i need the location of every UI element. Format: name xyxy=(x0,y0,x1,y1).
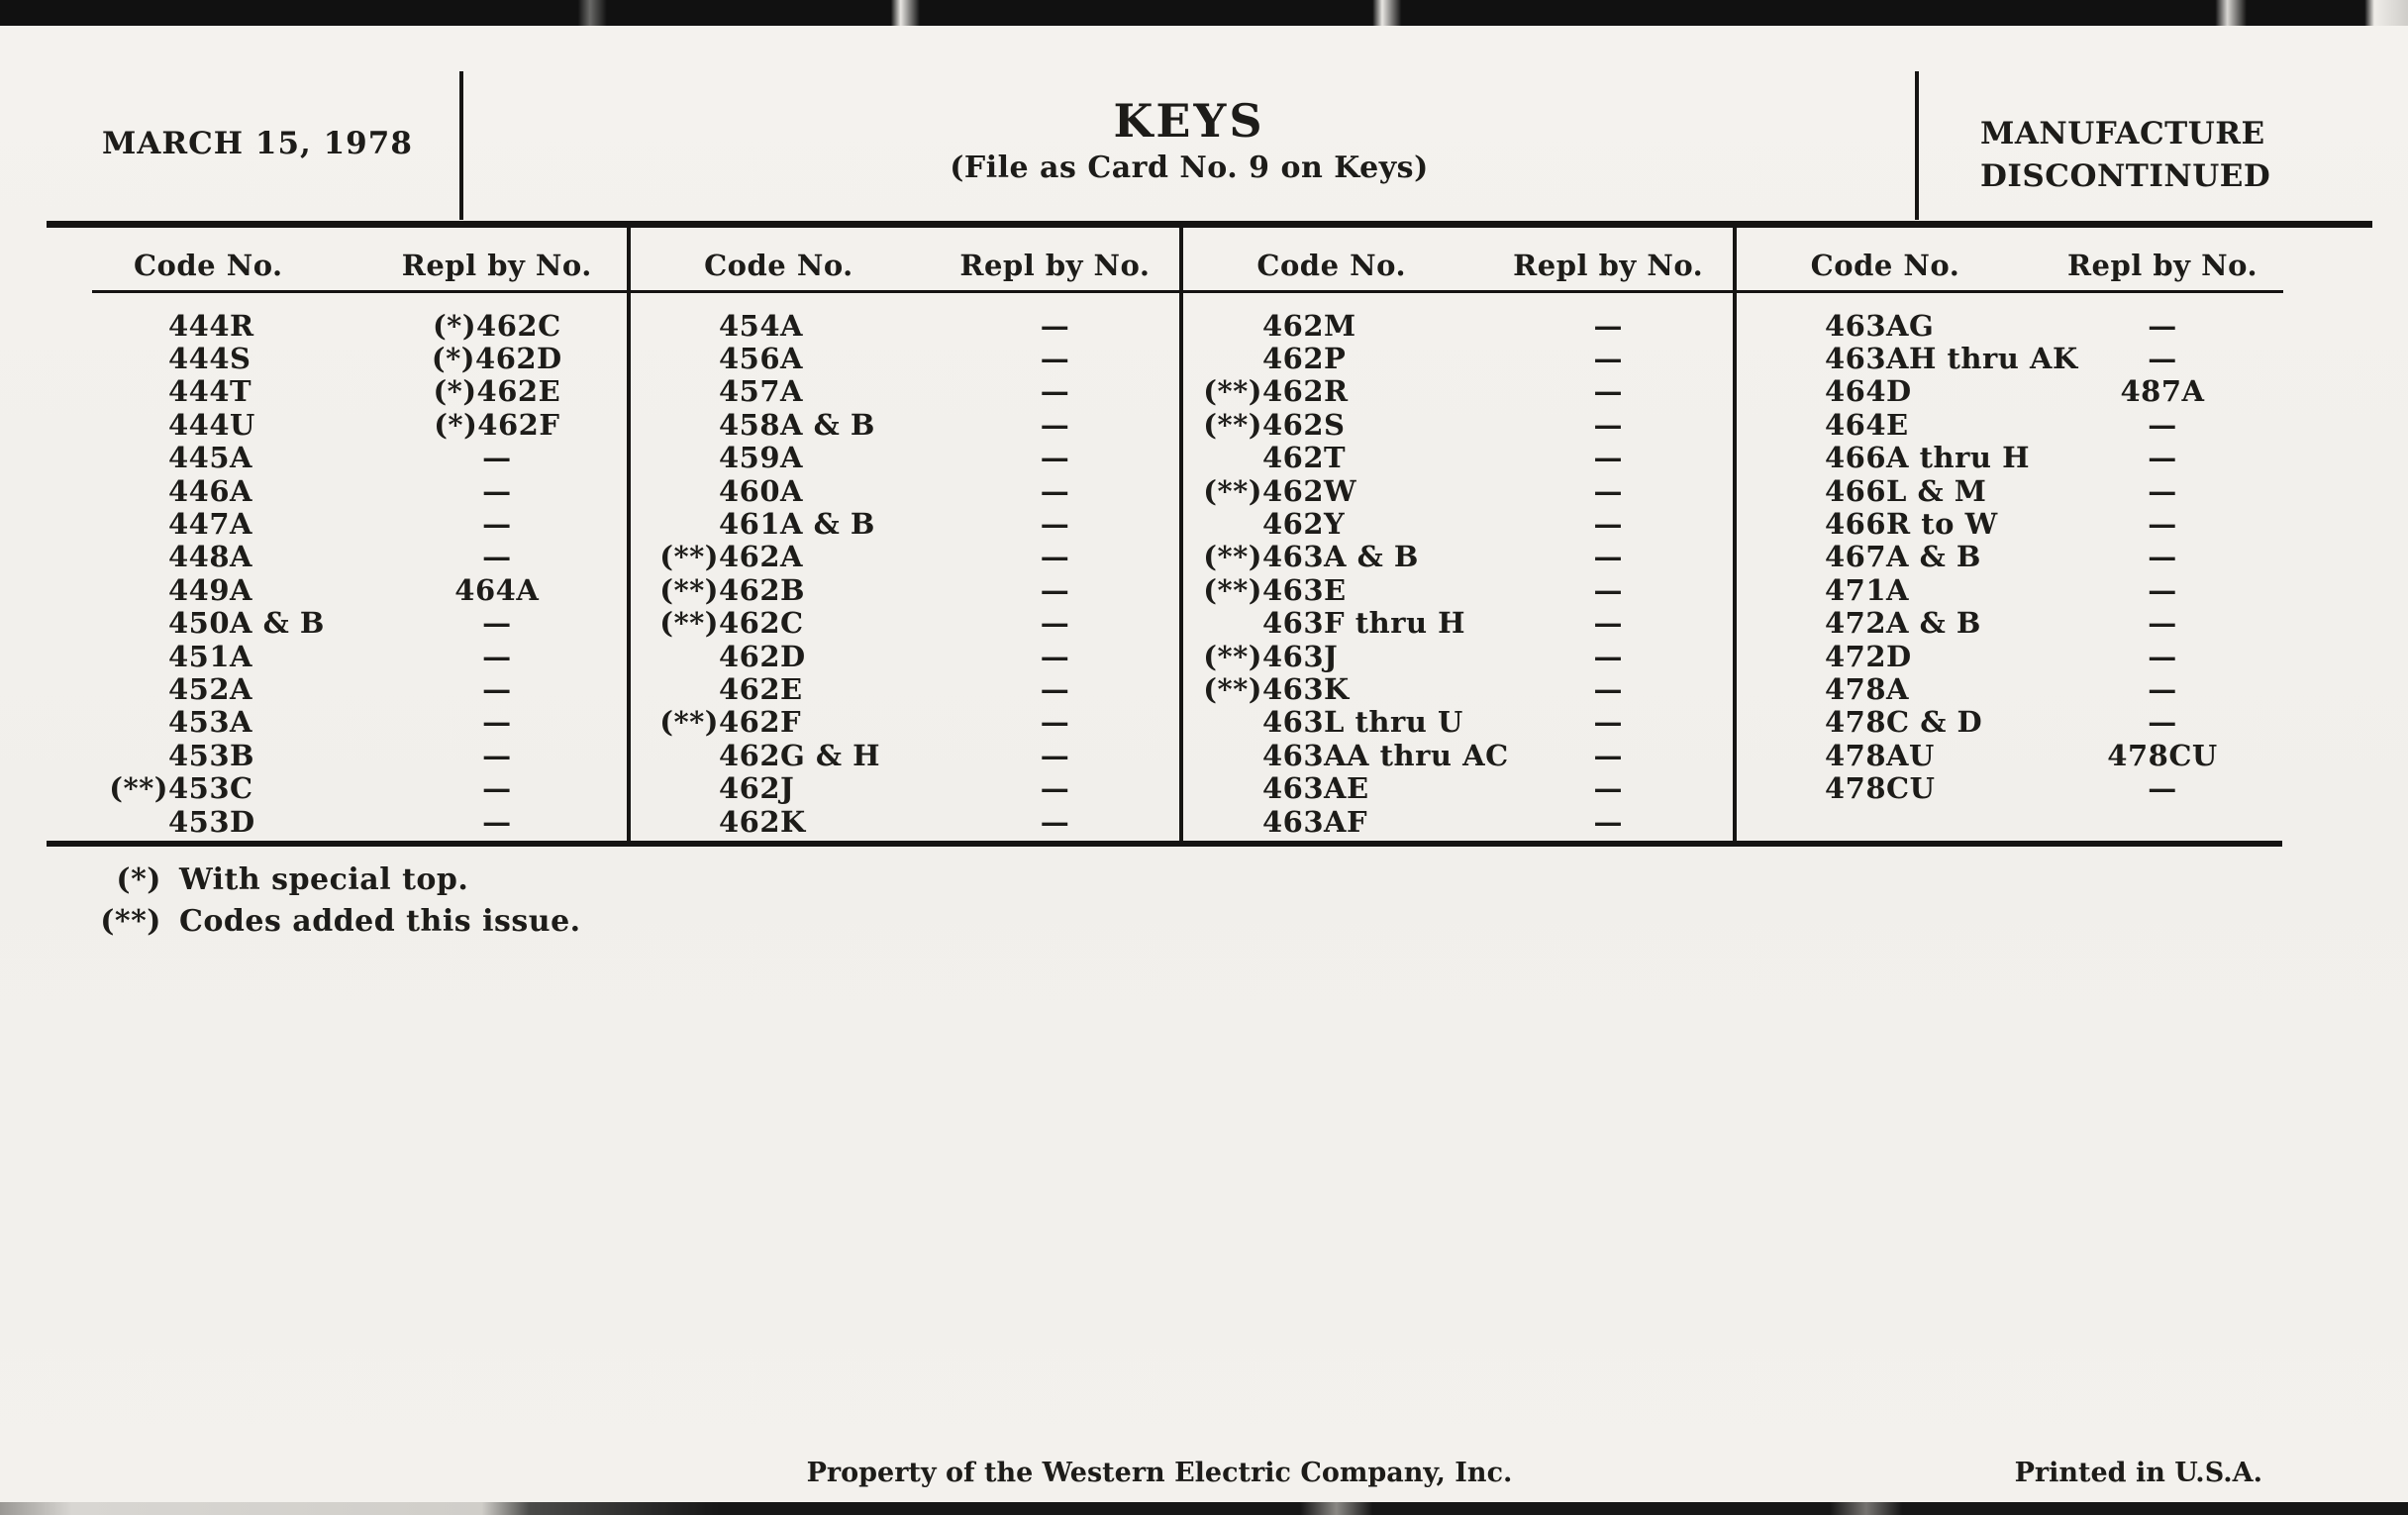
table-row xyxy=(1733,309,2287,342)
code-cell: (**) 462R xyxy=(1203,374,1349,409)
code-prefix: (**) xyxy=(1203,639,1262,673)
card-title: KEYS xyxy=(1113,94,1265,148)
repl-cell: — xyxy=(482,441,512,475)
repl-cell: (*)462C xyxy=(432,308,561,343)
manufacture-status xyxy=(1980,113,2270,198)
table-row xyxy=(627,474,1179,507)
table-row xyxy=(627,309,1179,342)
table-row xyxy=(1179,706,1733,739)
column-header-code: Code No. xyxy=(1810,249,1960,282)
repl-cell: — xyxy=(1593,308,1623,343)
table-row xyxy=(50,771,627,804)
repl-cell: — xyxy=(2148,540,2177,574)
code-cell: 458A & B xyxy=(719,407,875,442)
footnotes xyxy=(87,859,581,943)
code-cell: 453A xyxy=(168,705,253,740)
table-rows xyxy=(50,309,627,838)
table-row xyxy=(627,573,1179,606)
repl-cell: — xyxy=(2148,771,2177,806)
table-row xyxy=(1733,375,2287,408)
code-cell: 463AE xyxy=(1262,771,1369,806)
code-cell: 462D xyxy=(719,639,806,673)
table-rows xyxy=(1179,309,1733,838)
repl-cell: (*)462F xyxy=(434,407,560,442)
table-row xyxy=(1733,607,2287,640)
code-cell: 450A & B xyxy=(168,606,325,641)
code-cell: 478CU xyxy=(1825,771,1936,806)
repl-cell: — xyxy=(482,540,512,574)
repl-cell: 487A xyxy=(2120,374,2205,409)
code-cell: (**) 463E xyxy=(1203,572,1347,607)
card-date: MARCH 15, 1978 xyxy=(102,126,413,161)
table-row xyxy=(627,640,1179,672)
code-cell: (**) 462W xyxy=(1203,473,1357,508)
table-section-4 xyxy=(1733,236,2287,838)
keys-table xyxy=(50,236,2287,838)
repl-cell: — xyxy=(2148,507,2177,542)
repl-cell: — xyxy=(2148,342,2177,376)
repl-cell: — xyxy=(2148,407,2177,442)
code-cell: 464D xyxy=(1825,374,1912,409)
table-row xyxy=(627,507,1179,540)
header-divider-left xyxy=(459,71,463,220)
repl-cell: — xyxy=(1593,507,1623,542)
table-row xyxy=(50,408,627,441)
code-cell: (**) 462B xyxy=(659,572,806,607)
code-prefix: (**) xyxy=(1203,407,1262,442)
code-cell: 466R to W xyxy=(1825,507,1998,542)
column-header-repl: Repl by No. xyxy=(959,249,1151,282)
table-row xyxy=(627,771,1179,804)
code-cell: 472D xyxy=(1825,639,1912,673)
table-section-header xyxy=(1179,236,1733,295)
code-cell: 462J xyxy=(719,771,795,806)
column-header-repl: Repl by No. xyxy=(1513,249,1704,282)
table-row xyxy=(1179,672,1733,705)
repl-cell: — xyxy=(2148,308,2177,343)
code-cell: 478AU xyxy=(1825,738,1935,772)
code-cell: 478A xyxy=(1825,672,1910,706)
code-prefix: (**) xyxy=(1203,473,1262,508)
footnote-special-top xyxy=(87,859,581,901)
repl-cell: — xyxy=(2148,639,2177,673)
code-cell: 456A xyxy=(719,342,804,376)
repl-cell: — xyxy=(1040,407,1070,442)
table-row xyxy=(50,607,627,640)
table-row xyxy=(627,607,1179,640)
table-row xyxy=(50,573,627,606)
table-row xyxy=(1733,541,2287,573)
manufacture-status-line1: MANUFACTURE xyxy=(1980,116,2265,152)
repl-cell: — xyxy=(1040,540,1070,574)
footnote-marker: (*) xyxy=(116,862,161,897)
card-subtitle: (File as Card No. 9 on Keys) xyxy=(950,151,1429,185)
repl-cell: — xyxy=(482,804,512,839)
table-row xyxy=(50,474,627,507)
table-row xyxy=(627,342,1179,374)
table-row xyxy=(1179,739,1733,771)
code-cell: (**) 462C xyxy=(659,606,804,641)
code-cell: 466L & M xyxy=(1825,473,1987,508)
repl-cell: — xyxy=(482,507,512,542)
code-prefix: (**) xyxy=(1203,374,1262,409)
table-row xyxy=(1179,541,1733,573)
repl-cell: — xyxy=(2148,572,2177,607)
repl-cell: — xyxy=(482,672,512,706)
table-row xyxy=(50,640,627,672)
code-cell: 444T xyxy=(168,374,252,409)
repl-cell: — xyxy=(482,639,512,673)
table-row xyxy=(1733,706,2287,739)
code-cell: 463F thru H xyxy=(1262,606,1466,641)
repl-cell: — xyxy=(1593,441,1623,475)
code-cell: 459A xyxy=(719,441,804,475)
table-row xyxy=(1179,771,1733,804)
table-row xyxy=(1733,342,2287,374)
code-cell: 478C & D xyxy=(1825,705,1983,740)
footer-property-notice: Property of the Western Electric Company, Inc. xyxy=(806,1458,1513,1488)
code-prefix: (**) xyxy=(659,705,719,740)
code-cell: 466A thru H xyxy=(1825,441,2030,475)
repl-cell: 478CU xyxy=(2107,738,2218,772)
code-prefix: (**) xyxy=(1203,672,1262,706)
manufacture-status-line2: DISCONTINUED xyxy=(1980,158,2271,194)
table-rows xyxy=(627,309,1179,838)
card-title-block xyxy=(465,94,1913,185)
code-cell: (**) 453C xyxy=(109,771,253,806)
table-section-header xyxy=(1733,236,2287,295)
code-cell: (**) 463A & B xyxy=(1203,540,1419,574)
table-row xyxy=(1179,309,1733,342)
repl-cell: (*)462D xyxy=(431,342,562,376)
header-heavy-rule xyxy=(47,221,2372,228)
code-cell: 463AG xyxy=(1825,308,1935,343)
repl-cell: — xyxy=(1040,308,1070,343)
repl-cell: — xyxy=(1040,606,1070,641)
repl-cell: — xyxy=(1593,407,1623,442)
repl-cell: — xyxy=(1593,342,1623,376)
code-cell: 446A xyxy=(168,473,253,508)
code-cell: 445A xyxy=(168,441,253,475)
column-header-code: Code No. xyxy=(133,249,283,282)
code-cell: 472A & B xyxy=(1825,606,1981,641)
repl-cell: — xyxy=(1593,606,1623,641)
repl-cell: — xyxy=(1040,705,1070,740)
repl-cell: — xyxy=(1593,473,1623,508)
footnote-marker: (**) xyxy=(100,904,161,939)
table-row xyxy=(50,706,627,739)
table-row xyxy=(1733,408,2287,441)
repl-cell: (*)462E xyxy=(433,374,561,409)
code-cell: 462T xyxy=(1262,441,1347,475)
code-cell: 447A xyxy=(168,507,253,542)
repl-cell: — xyxy=(1593,804,1623,839)
table-section-3 xyxy=(1179,236,1733,838)
table-row xyxy=(1179,640,1733,672)
table-row xyxy=(1179,474,1733,507)
code-cell: 464E xyxy=(1825,407,1909,442)
table-row xyxy=(50,507,627,540)
repl-cell: — xyxy=(482,771,512,806)
code-cell: 451A xyxy=(168,639,253,673)
repl-cell: — xyxy=(482,606,512,641)
table-section-2 xyxy=(627,236,1179,838)
footnote-text: With special top. xyxy=(179,862,469,897)
code-cell: 460A xyxy=(719,473,804,508)
code-prefix: (**) xyxy=(1203,572,1262,607)
repl-cell: — xyxy=(1040,672,1070,706)
repl-cell: — xyxy=(482,705,512,740)
table-row xyxy=(1179,573,1733,606)
code-cell: 463L thru U xyxy=(1262,705,1463,740)
code-cell: 462Y xyxy=(1262,507,1346,542)
footnote-text: Codes added this issue. xyxy=(179,904,581,939)
table-row xyxy=(50,309,627,342)
column-header-code: Code No. xyxy=(704,249,853,282)
code-prefix: (**) xyxy=(659,606,719,641)
code-cell: (**) 462A xyxy=(659,540,804,574)
footer-printed-in: Printed in U.S.A. xyxy=(2014,1458,2262,1488)
table-row xyxy=(50,672,627,705)
code-cell: 467A & B xyxy=(1825,540,1981,574)
code-cell: 454A xyxy=(719,308,804,343)
table-row xyxy=(627,739,1179,771)
repl-cell: — xyxy=(1593,705,1623,740)
repl-cell: — xyxy=(2148,441,2177,475)
table-row xyxy=(627,442,1179,474)
code-cell: 462E xyxy=(719,672,803,706)
repl-cell: — xyxy=(1593,738,1623,772)
repl-cell: — xyxy=(1593,572,1623,607)
table-row xyxy=(1179,342,1733,374)
code-cell: 471A xyxy=(1825,572,1910,607)
repl-cell: — xyxy=(2148,606,2177,641)
repl-cell: — xyxy=(1040,473,1070,508)
table-row xyxy=(627,408,1179,441)
repl-cell: — xyxy=(1040,639,1070,673)
table-row xyxy=(1179,442,1733,474)
table-row xyxy=(627,672,1179,705)
table-row xyxy=(50,442,627,474)
repl-cell: — xyxy=(1593,771,1623,806)
code-cell: 463AF xyxy=(1262,804,1368,839)
table-row xyxy=(50,342,627,374)
repl-cell: — xyxy=(1593,672,1623,706)
repl-cell: — xyxy=(2148,473,2177,508)
table-section-header xyxy=(50,236,627,295)
code-cell: 449A xyxy=(168,572,253,607)
repl-cell: — xyxy=(2148,672,2177,706)
table-row xyxy=(1733,739,2287,771)
code-cell: (**) 462F xyxy=(659,705,802,740)
code-cell: 453D xyxy=(168,804,255,839)
code-cell: 462G & H xyxy=(719,738,881,772)
table-rows xyxy=(1733,309,2287,805)
code-cell: 462P xyxy=(1262,342,1347,376)
repl-cell: — xyxy=(1040,771,1070,806)
code-cell: 463AA thru AC xyxy=(1262,738,1509,772)
table-row xyxy=(627,805,1179,838)
table-bottom-rule xyxy=(47,841,2282,847)
scan-artifact-top-bar xyxy=(0,0,2408,26)
code-cell: 462K xyxy=(719,804,806,839)
column-header-repl: Repl by No. xyxy=(401,249,592,282)
code-prefix: (**) xyxy=(109,771,168,806)
code-cell: (**) 463J xyxy=(1203,639,1339,673)
code-cell: 462M xyxy=(1262,308,1356,343)
column-header-code: Code No. xyxy=(1256,249,1407,282)
repl-cell: — xyxy=(482,473,512,508)
repl-cell: — xyxy=(1593,374,1623,409)
scan-artifact-bottom-bar xyxy=(0,1502,2408,1515)
table-section-header xyxy=(627,236,1179,295)
repl-cell: — xyxy=(482,738,512,772)
code-cell: (**) 462S xyxy=(1203,407,1346,442)
code-cell: 448A xyxy=(168,540,253,574)
table-row xyxy=(1733,640,2287,672)
table-row xyxy=(627,706,1179,739)
repl-cell: — xyxy=(1040,342,1070,376)
table-row xyxy=(1179,408,1733,441)
table-row xyxy=(50,805,627,838)
repl-cell: — xyxy=(1040,507,1070,542)
table-row xyxy=(50,375,627,408)
repl-cell: — xyxy=(1040,374,1070,409)
table-row xyxy=(627,375,1179,408)
table-row xyxy=(1179,507,1733,540)
code-cell: 453B xyxy=(168,738,255,772)
repl-cell: — xyxy=(2148,705,2177,740)
header-divider-right xyxy=(1915,71,1919,220)
table-row xyxy=(50,739,627,771)
table-row xyxy=(1733,474,2287,507)
code-cell: (**) 463K xyxy=(1203,672,1350,706)
repl-cell: — xyxy=(1040,441,1070,475)
table-row xyxy=(1733,771,2287,804)
table-row xyxy=(1733,573,2287,606)
table-row xyxy=(1733,442,2287,474)
code-prefix: (**) xyxy=(1203,540,1262,574)
repl-cell: — xyxy=(1040,572,1070,607)
repl-cell: — xyxy=(1040,738,1070,772)
code-prefix: (**) xyxy=(659,572,719,607)
table-row xyxy=(1733,507,2287,540)
code-cell: 444S xyxy=(168,342,251,376)
code-cell: 444U xyxy=(168,407,255,442)
code-cell: 444R xyxy=(168,308,254,343)
repl-cell: — xyxy=(1593,540,1623,574)
table-row xyxy=(627,541,1179,573)
table-row xyxy=(1733,672,2287,705)
table-section-1 xyxy=(50,236,627,838)
code-cell: 452A xyxy=(168,672,253,706)
repl-cell: — xyxy=(1040,804,1070,839)
table-row xyxy=(1179,375,1733,408)
column-header-repl: Repl by No. xyxy=(2066,249,2258,282)
code-cell: 463AH thru AK xyxy=(1825,342,2078,376)
table-row xyxy=(1179,607,1733,640)
repl-cell: — xyxy=(1593,639,1623,673)
code-cell: 461A & B xyxy=(719,507,875,542)
repl-cell: 464A xyxy=(454,572,540,607)
table-row xyxy=(50,541,627,573)
footnote-codes-added xyxy=(87,901,581,943)
code-cell: 457A xyxy=(719,374,804,409)
code-prefix: (**) xyxy=(659,540,719,574)
table-row xyxy=(1179,805,1733,838)
